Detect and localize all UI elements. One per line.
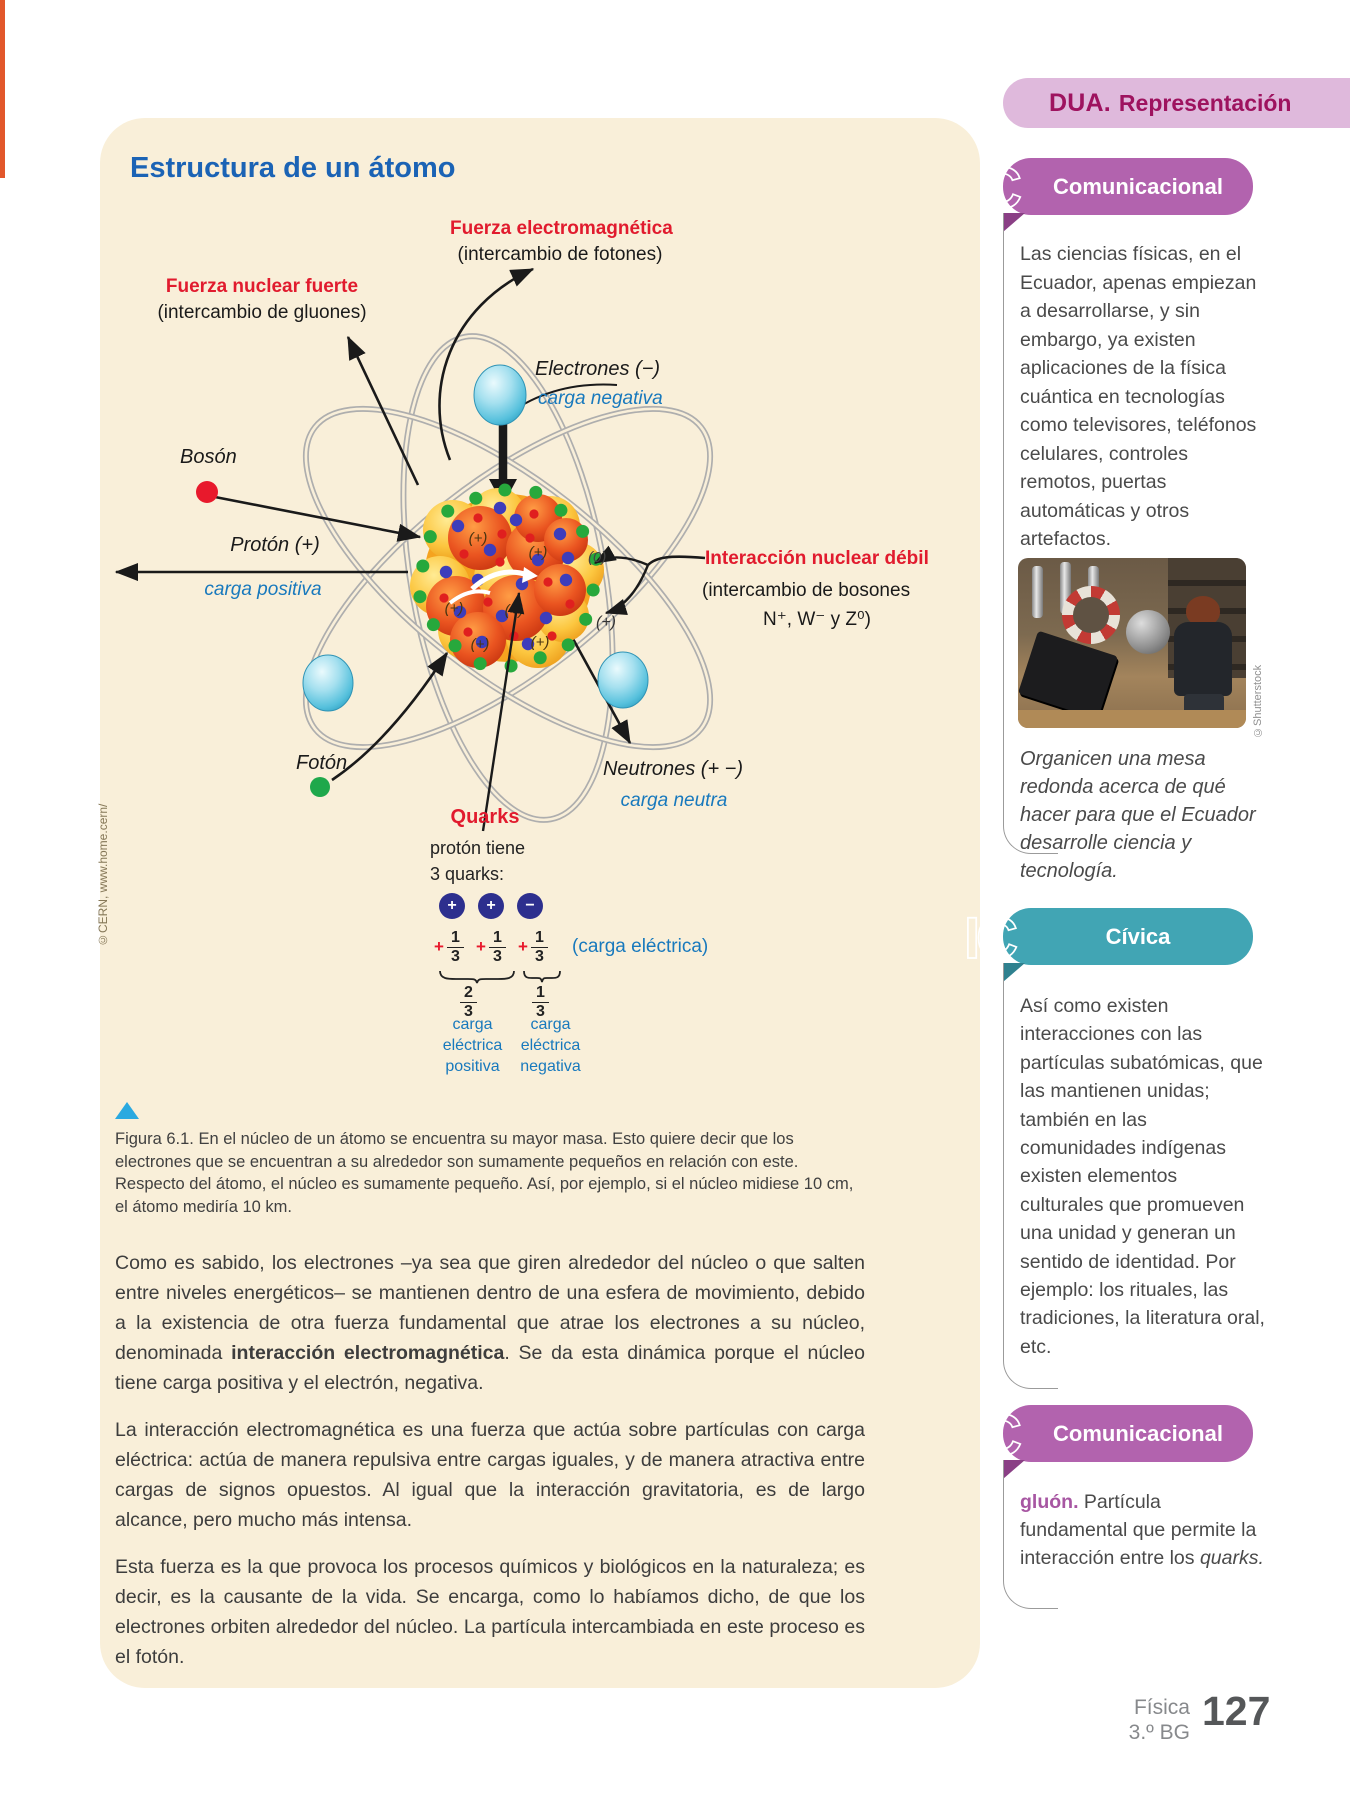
svg-text:C: C: [980, 158, 1022, 220]
label-negative-electric-charge: carga eléctrica negativa: [520, 1016, 581, 1075]
label-electrons: Electrones (−): [535, 358, 661, 380]
quark-negative-icon: −: [517, 893, 543, 919]
sidebar-header-civica: Cívica: [1003, 908, 1253, 965]
label-boson-exchange: (intercambio de bosones: [702, 580, 911, 601]
paragraph-3: Esta fuerza es la que provoca los procesos químicos y biológicos en la naturaleza; es decir, es la causante de la vida. Se encarga, como lo habíamos dicho, de que los electrones orbiten alrededor del núcleo. La partícula intercambiada en este proceso es el fotón.: [115, 1556, 865, 1668]
nucleus-proton-charge: (+): [468, 530, 488, 547]
photo-person: [1170, 596, 1236, 728]
label-proton-has: protón tiene: [430, 838, 526, 858]
figure-caption: Figura 6.1. En el núcleo de un átomo se encuentra su mayor masa. Esto quiere decir que los electrones que se encuentran a su alrededor son sumamente pequeños en relación con este. Respecto del átomo, el núcleo es sumamente pequeño. Así, por ejemplo, si el núcleo midiese 10 cm, el átomo mediría 10 km.: [115, 1130, 854, 1216]
photon-particle: [310, 777, 330, 797]
image-credit-shutterstock: ©Shutterstock: [1252, 664, 1264, 738]
label-weak-interaction: Interacción nuclear débil: [705, 548, 929, 569]
label-boson: Bosón: [180, 446, 237, 468]
label-positive-charge: carga positiva: [204, 579, 322, 600]
sidebar-header-comunicacional-1: Comunicacional: [1003, 158, 1253, 215]
label-gluon-exchange: (intercambio de gluones): [157, 302, 367, 323]
brace-negative: [522, 969, 562, 985]
sidebar-glossary: gluón. Partícula fundamental que permite la interacción entre los quarks.: [1020, 1491, 1264, 1569]
label-proton: Protón (+): [230, 534, 320, 556]
dua-label: Representación: [1118, 89, 1292, 116]
quark-fraction-2: + $\frac{1}{3}$: [476, 929, 506, 965]
label-strong-nuclear-force: Fuerza nuclear fuerte: [165, 276, 359, 297]
quark-fraction-3: + $\frac{1}{3}$: [518, 929, 548, 965]
label-positive-electric-charge: carga eléctrica positiva: [442, 1016, 503, 1075]
label-boson-types: N⁺, W⁻ y Z⁰): [763, 609, 871, 630]
nucleus-proton-charge: (+): [528, 544, 548, 561]
image-credit-cern: ©CERN, www.home.cern/: [96, 803, 110, 947]
body-text: [115, 1248, 865, 1689]
page-edge-bar: [0, 0, 5, 178]
sidebar-box1-activity: Organicen una mesa redonda acerca de qué hacer para que el Ecuador desarrolle ciencia y tecnología.: [1020, 748, 1256, 882]
photo-laptop: [1018, 631, 1118, 720]
sidebar-box2-text: Así como existen interacciones con las partículas subatómicas, que las mantienen unidas; también en las comunidades indígenas existen elementos culturales que promueven una unidad y generan un sentido de identidad. Por ejemplo: los rituales, las tradiciones, la literatura oral, etc.: [1020, 995, 1265, 1358]
sum-positive: $\frac{2}{3}$: [460, 984, 477, 1020]
dua-tag: DUA.: [1049, 88, 1111, 117]
photo-cylinder: [1032, 566, 1043, 618]
label-quarks: Quarks: [450, 806, 520, 828]
figure-marker-icon: [115, 1102, 139, 1119]
quark-positive-icon: +: [439, 893, 465, 919]
photo-striped-ring: [1062, 586, 1120, 644]
paragraph-1: Como es sabido, los electrones –ya sea que giren alrededor del núcleo o que salten entre niveles energéticos– se mantienen dentro de una esfera de movimiento, debido a la existencia de otra fuerza fundamental que atrae los electrones a su núcleo, denominada interacción electromagnética. Se da esta dinámica porque el núcleo tiene carga positiva y el electrón, negativa.: [115, 1252, 865, 1394]
label-charge-zero: (0): [588, 549, 607, 566]
photo-desk: [1018, 710, 1246, 728]
nucleus-proton-charge: (+): [530, 634, 550, 651]
paragraph-2: La interacción electromagnética es una fuerza que actúa sobre partículas con carga eléctrica: actúa de manera repulsiva entre cargas iguales, y de manera atractiva entre cargas de signos opuestos. Al igual que la interacción gravitatoria, es de largo alcance, pero mucho más intensa.: [115, 1419, 865, 1531]
label-electric-charge: (carga eléctrica): [572, 936, 709, 957]
label-neutral-charge: carga neutra: [620, 790, 728, 811]
dua-banner: [1003, 78, 1350, 128]
sidebar-box1-text: Las ciencias físicas, en el Ecuador, apenas empiezan a desarrollarse, y sin embargo, ya existen aplicaciones de la física cuántica en tecnologías como televisores, teléfonos celulares, controles remotos, puertas automáticas y otros artefactos.: [1020, 243, 1257, 550]
photo-metal-sphere: [1126, 610, 1170, 654]
svg-text:IC: IC: [964, 908, 1014, 970]
label-charge-plus: (+): [596, 614, 616, 631]
lab-photo: [1018, 558, 1246, 728]
glossary-term: gluón.: [1020, 1491, 1079, 1513]
svg-text:C: C: [980, 1405, 1022, 1467]
photo-person-body: [1174, 622, 1232, 696]
page-number: 127: [1202, 1688, 1271, 1734]
label-neutrons: Neutrones (+ −): [602, 758, 744, 780]
boson-particle: [196, 481, 218, 503]
nucleus-proton-charge: (+): [470, 636, 490, 653]
quark-fraction-1: + $\frac{1}{3}$: [434, 929, 464, 965]
page-title: Estructura de un átomo: [130, 152, 456, 184]
label-photon: Fotón: [296, 752, 348, 774]
brace-positive: [438, 969, 516, 985]
nucleus-proton-charge: (+): [504, 602, 524, 619]
label-three-quarks: 3 quarks:: [430, 864, 505, 884]
sum-negative: $\frac{1}{3}$: [532, 984, 549, 1020]
label-photon-exchange: (intercambio de fotones): [457, 244, 663, 265]
footer-subject: Física 3.º BG: [1128, 1696, 1190, 1744]
label-negative-charge: carga negativa: [538, 388, 663, 409]
quark-positive-icon: +: [478, 893, 504, 919]
label-electromagnetic-force: Fuerza electromagnética: [450, 218, 673, 239]
sidebar-header-comunicacional-2: Comunicacional: [1003, 1405, 1253, 1462]
nucleus-proton-charge: (+): [444, 600, 464, 617]
